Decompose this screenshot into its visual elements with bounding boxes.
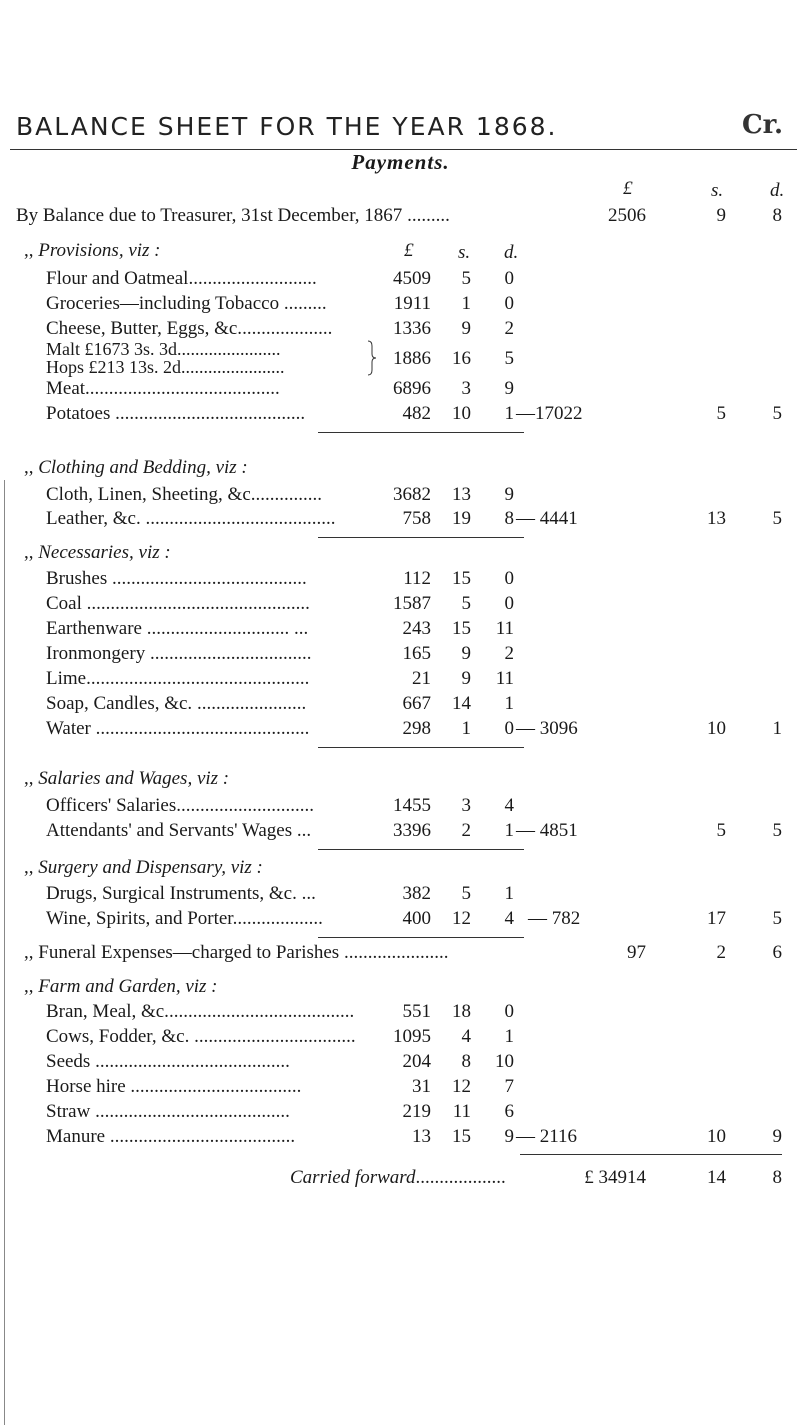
carried-pounds: £ 34914 [584,1167,646,1188]
side-label: Cr. [741,110,783,140]
opening-pounds: 2506 [608,205,646,226]
amount-pence: 2 [504,643,514,664]
amount-pounds: 21 [412,668,431,689]
necessaries-heading: ,, Necessaries, viz : [24,542,171,563]
amount-shillings: 13 [452,484,471,505]
amount-pence: 5 [504,348,514,369]
amount-pence: 1 [504,820,514,841]
amount-pence: 9 [504,484,514,505]
funeral-pounds: 97 [627,942,646,963]
section-rule [318,937,524,938]
amount-shillings: 12 [452,908,471,929]
total-rule [520,1154,782,1155]
subtotal-pence: 5 [772,908,782,929]
salaries-heading: ,, Salaries and Wages, viz : [24,768,230,789]
amount-shillings: 3 [461,378,471,399]
list-item: Ironmongery .................................. [46,643,312,664]
amount-pounds: 1095 [393,1026,431,1047]
leader-dots: ......... [402,205,450,226]
list-item: Soap, Candles, &c. ....................... [46,693,307,714]
carried-pence: 8 [772,1167,782,1188]
amount-pounds: 4509 [393,268,431,289]
amount-pounds: 165 [402,643,431,664]
amount-pounds: 3682 [393,484,431,505]
subtotal-shillings: 10 [707,1126,726,1147]
list-item: Wine, Spirits, and Porter................... [46,908,323,929]
amount-pounds: 482 [402,403,431,424]
farm-heading: ,, Farm and Garden, viz : [24,976,218,997]
amount-pounds: 551 [402,1001,431,1022]
amount-pounds: 298 [402,718,431,739]
subtotal-pence: 5 [772,820,782,841]
subtotal-shillings: 13 [707,508,726,529]
amount-pence: 9 [504,378,514,399]
amount-shillings: 1 [461,718,471,739]
list-item: Water ............................................. [46,718,310,739]
subtotal-pounds: — 782 [528,908,581,929]
amount-pounds: 204 [402,1051,431,1072]
malt-item: Malt £1673 3s. 3d....................... [46,339,281,359]
amount-shillings: 10 [452,403,471,424]
amount-pence: 4 [504,795,514,816]
page-header [16,112,801,148]
prov-col-shillings: s. [458,242,471,263]
amount-shillings: 15 [452,568,471,589]
section-title: Payments. [351,150,450,174]
amount-pounds: 1336 [393,318,431,339]
subtotal-pounds: —17022 [516,403,583,424]
provisions-heading: ,, Provisions, viz : [24,240,161,261]
amount-pounds: 667 [402,693,431,714]
amount-pence: 1 [504,693,514,714]
list-item: Brushes ......................................... [46,568,307,589]
col-head-shillings: s. [711,180,724,201]
list-item: Leather, &c. ........................................ [46,508,336,529]
list-item: Cheese, Butter, Eggs, &c.................... [46,318,333,339]
amount-pence: 11 [495,668,514,689]
list-item: Officers' Salaries............................. [46,795,314,816]
col-head-pence: d. [770,180,785,201]
amount-shillings: 9 [461,668,471,689]
amount-shillings: 9 [461,318,471,339]
ditto-mark: ,, [24,857,34,878]
amount-shillings: 8 [461,1051,471,1072]
prov-col-pence: d. [504,242,519,263]
list-item: Seeds ......................................... [46,1051,290,1072]
ditto-mark: ,, [24,768,34,789]
amount-pounds: 6896 [393,378,431,399]
list-item: Attendants' and Servants' Wages ... [46,820,312,841]
ditto-mark: ,, [24,976,34,997]
funeral-shillings: 2 [716,942,726,963]
section-rule [318,849,524,850]
subtotal-pence: 1 [772,718,782,739]
amount-shillings: 15 [452,1126,471,1147]
subtotal-pence: 5 [772,508,782,529]
amount-pence: 0 [504,1001,514,1022]
amount-pence: 6 [504,1101,514,1122]
ditto-mark: ,, [24,942,34,963]
subtotal-shillings: 10 [707,718,726,739]
subtotal-shillings: 5 [716,820,726,841]
hops-item: Hops £213 13s. 2d....................... [46,357,285,377]
opening-shillings: 9 [716,205,726,226]
list-item: Manure ....................................... [46,1126,296,1147]
amount-shillings: 5 [461,593,471,614]
amount-pounds: 243 [402,618,431,639]
amount-pounds: 3396 [393,820,431,841]
amount-shillings: 11 [452,1101,471,1122]
amount-shillings: 2 [461,820,471,841]
subtotal-pounds: — 3096 [516,718,578,739]
subtotal-pounds: — 2116 [516,1126,578,1147]
opening-pence: 8 [772,205,782,226]
list-item: Cows, Fodder, &c. .................................. [46,1026,356,1047]
list-item: Groceries—including Tobacco ......... [46,293,327,314]
amount-pence: 9 [504,1126,514,1147]
amount-pounds: 400 [402,908,431,929]
subtotal-pounds: — 4851 [516,820,578,841]
ditto-mark: ,, [24,240,34,261]
section-rule [318,747,524,748]
amount-pence: 0 [504,568,514,589]
amount-pence: 0 [504,718,514,739]
amount-pence: 0 [504,268,514,289]
amount-pence: 1 [504,883,514,904]
amount-shillings: 19 [452,508,471,529]
list-item: Bran, Meal, &c........................................ [46,1001,355,1022]
amount-pounds: 382 [402,883,431,904]
amount-pounds: 13 [412,1126,431,1147]
ditto-mark: ,, [24,542,34,563]
amount-shillings: 3 [461,795,471,816]
opening-balance-row [16,205,450,227]
list-item: Cloth, Linen, Sheeting, &c............... [46,484,323,505]
page-gutter-line [4,480,5,1425]
carried-shillings: 14 [707,1167,726,1188]
amount-pounds: 219 [402,1101,431,1122]
amount-shillings: 18 [452,1001,471,1022]
amount-shillings: 9 [461,643,471,664]
amount-pounds: 758 [402,508,431,529]
list-item: Horse hire .................................... [46,1076,302,1097]
amount-shillings: 5 [461,268,471,289]
list-item: Flour and Oatmeal........................... [46,268,317,289]
list-item: Earthenware .............................. ... [46,618,309,639]
amount-pence: 1 [504,403,514,424]
amount-shillings: 14 [452,693,471,714]
subtotal-shillings: 5 [716,403,726,424]
ditto-mark: ,, [24,457,34,478]
amount-shillings: 5 [461,883,471,904]
funeral-row: ,, Funeral Expenses—charged to Parishes ...................... [24,942,449,963]
section-rule [318,432,524,433]
amount-shillings: 16 [452,348,471,369]
list-item: Potatoes ........................................ [46,403,306,424]
subtotal-pounds: — 4441 [516,508,578,529]
amount-pence: 0 [504,593,514,614]
amount-pence: 1 [504,1026,514,1047]
amount-pence: 10 [495,1051,514,1072]
amount-pounds: 1455 [393,795,431,816]
list-item: Coal ............................................... [46,593,310,614]
amount-pence: 11 [495,618,514,639]
amount-pounds: 1587 [393,593,431,614]
page-title: BALANCE SHEET FOR THE YEAR 1868. [16,112,558,141]
col-head-pounds: £ [623,178,633,199]
amount-pence: 0 [504,293,514,314]
amount-pounds: 1886 [393,348,431,369]
clothing-heading: ,, Clothing and Bedding, viz : [24,457,248,478]
amount-pounds: 31 [412,1076,431,1097]
amount-shillings: 12 [452,1076,471,1097]
amount-pence: 4 [504,908,514,929]
list-item: Drugs, Surgical Instruments, &c. ... [46,883,316,904]
subtotal-pence: 9 [772,1126,782,1147]
list-item: Straw ......................................... [46,1101,290,1122]
carried-forward-row: Carried forward................... [290,1167,506,1188]
amount-pounds: 112 [403,568,431,589]
subtotal-shillings: 17 [707,908,726,929]
amount-shillings: 4 [461,1026,471,1047]
amount-pounds: 1911 [393,293,431,314]
amount-pence: 7 [504,1076,514,1097]
subtotal-pence: 5 [772,403,782,424]
opening-label: By Balance due to Treasurer, 31st December, 1867 [16,205,403,226]
prov-col-pounds: £ [404,240,414,261]
list-item: Meat......................................... [46,378,280,399]
amount-shillings: 15 [452,618,471,639]
section-rule [318,537,524,538]
list-item: Lime............................................... [46,668,310,689]
amount-pence: 2 [504,318,514,339]
amount-shillings: 1 [461,293,471,314]
funeral-pence: 6 [772,942,782,963]
surgery-heading: ,, Surgery and Dispensary, viz : [24,857,263,878]
amount-pence: 8 [504,508,514,529]
